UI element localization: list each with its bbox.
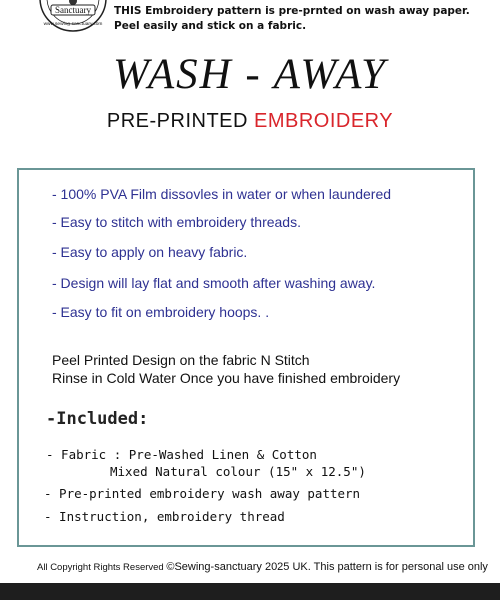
- subtitle-prefix: PRE-PRINTED: [106, 110, 254, 132]
- feature-item: - Easy to apply on heavy fabric.: [52, 244, 248, 260]
- included-item: - Fabric : Pre-Washed Linen & Cotton: [46, 447, 317, 462]
- instruction-line: Rinse in Cold Water Once you have finished embroidery: [52, 370, 401, 386]
- feature-item: - Easy to stitch with embroidery threads.: [52, 214, 301, 230]
- included-item: - Instruction, embroidery thread: [44, 509, 285, 524]
- logo-url: www.sewing-sanctuary.com: [43, 22, 103, 27]
- copyright-brand: ©Sewing-sanctuary 2025 UK. This pattern is for personal use only: [166, 561, 488, 573]
- notice-text: [114, 4, 494, 34]
- copyright-footer: [37, 561, 488, 573]
- copyright-rights: All Copyright Rights Reserved: [37, 562, 167, 573]
- included-item: Mixed Natural colour (15" x 12.5"): [110, 464, 366, 479]
- subtitle-accent: EMBROIDERY: [254, 110, 394, 132]
- included-heading: -Included:: [46, 409, 149, 429]
- feature-item: - 100% PVA Film dissovles in water or when laundered: [52, 186, 392, 202]
- page-title: WASH - AWAY: [113, 51, 387, 98]
- feature-item: - Design will lay flat and smooth after washing away.: [52, 275, 376, 291]
- instructions: [52, 351, 400, 387]
- instruction-line: Peel Printed Design on the fabric N Stitch: [52, 352, 310, 368]
- page-subtitle: [0, 110, 500, 133]
- notice-line: Peel easily and stick on a fabric.: [114, 20, 307, 32]
- sewing-sanctuary-logo: [38, 0, 108, 34]
- bottom-bar: [0, 583, 500, 600]
- feature-item: - Easy to fit on embroidery hoops. .: [52, 304, 270, 320]
- logo-text: Sanctuary: [55, 5, 91, 15]
- included-item: - Pre-printed embroidery wash away pattern: [44, 486, 361, 501]
- notice-line: THIS Embroidery pattern is pre-prnted on wash away paper.: [114, 5, 470, 17]
